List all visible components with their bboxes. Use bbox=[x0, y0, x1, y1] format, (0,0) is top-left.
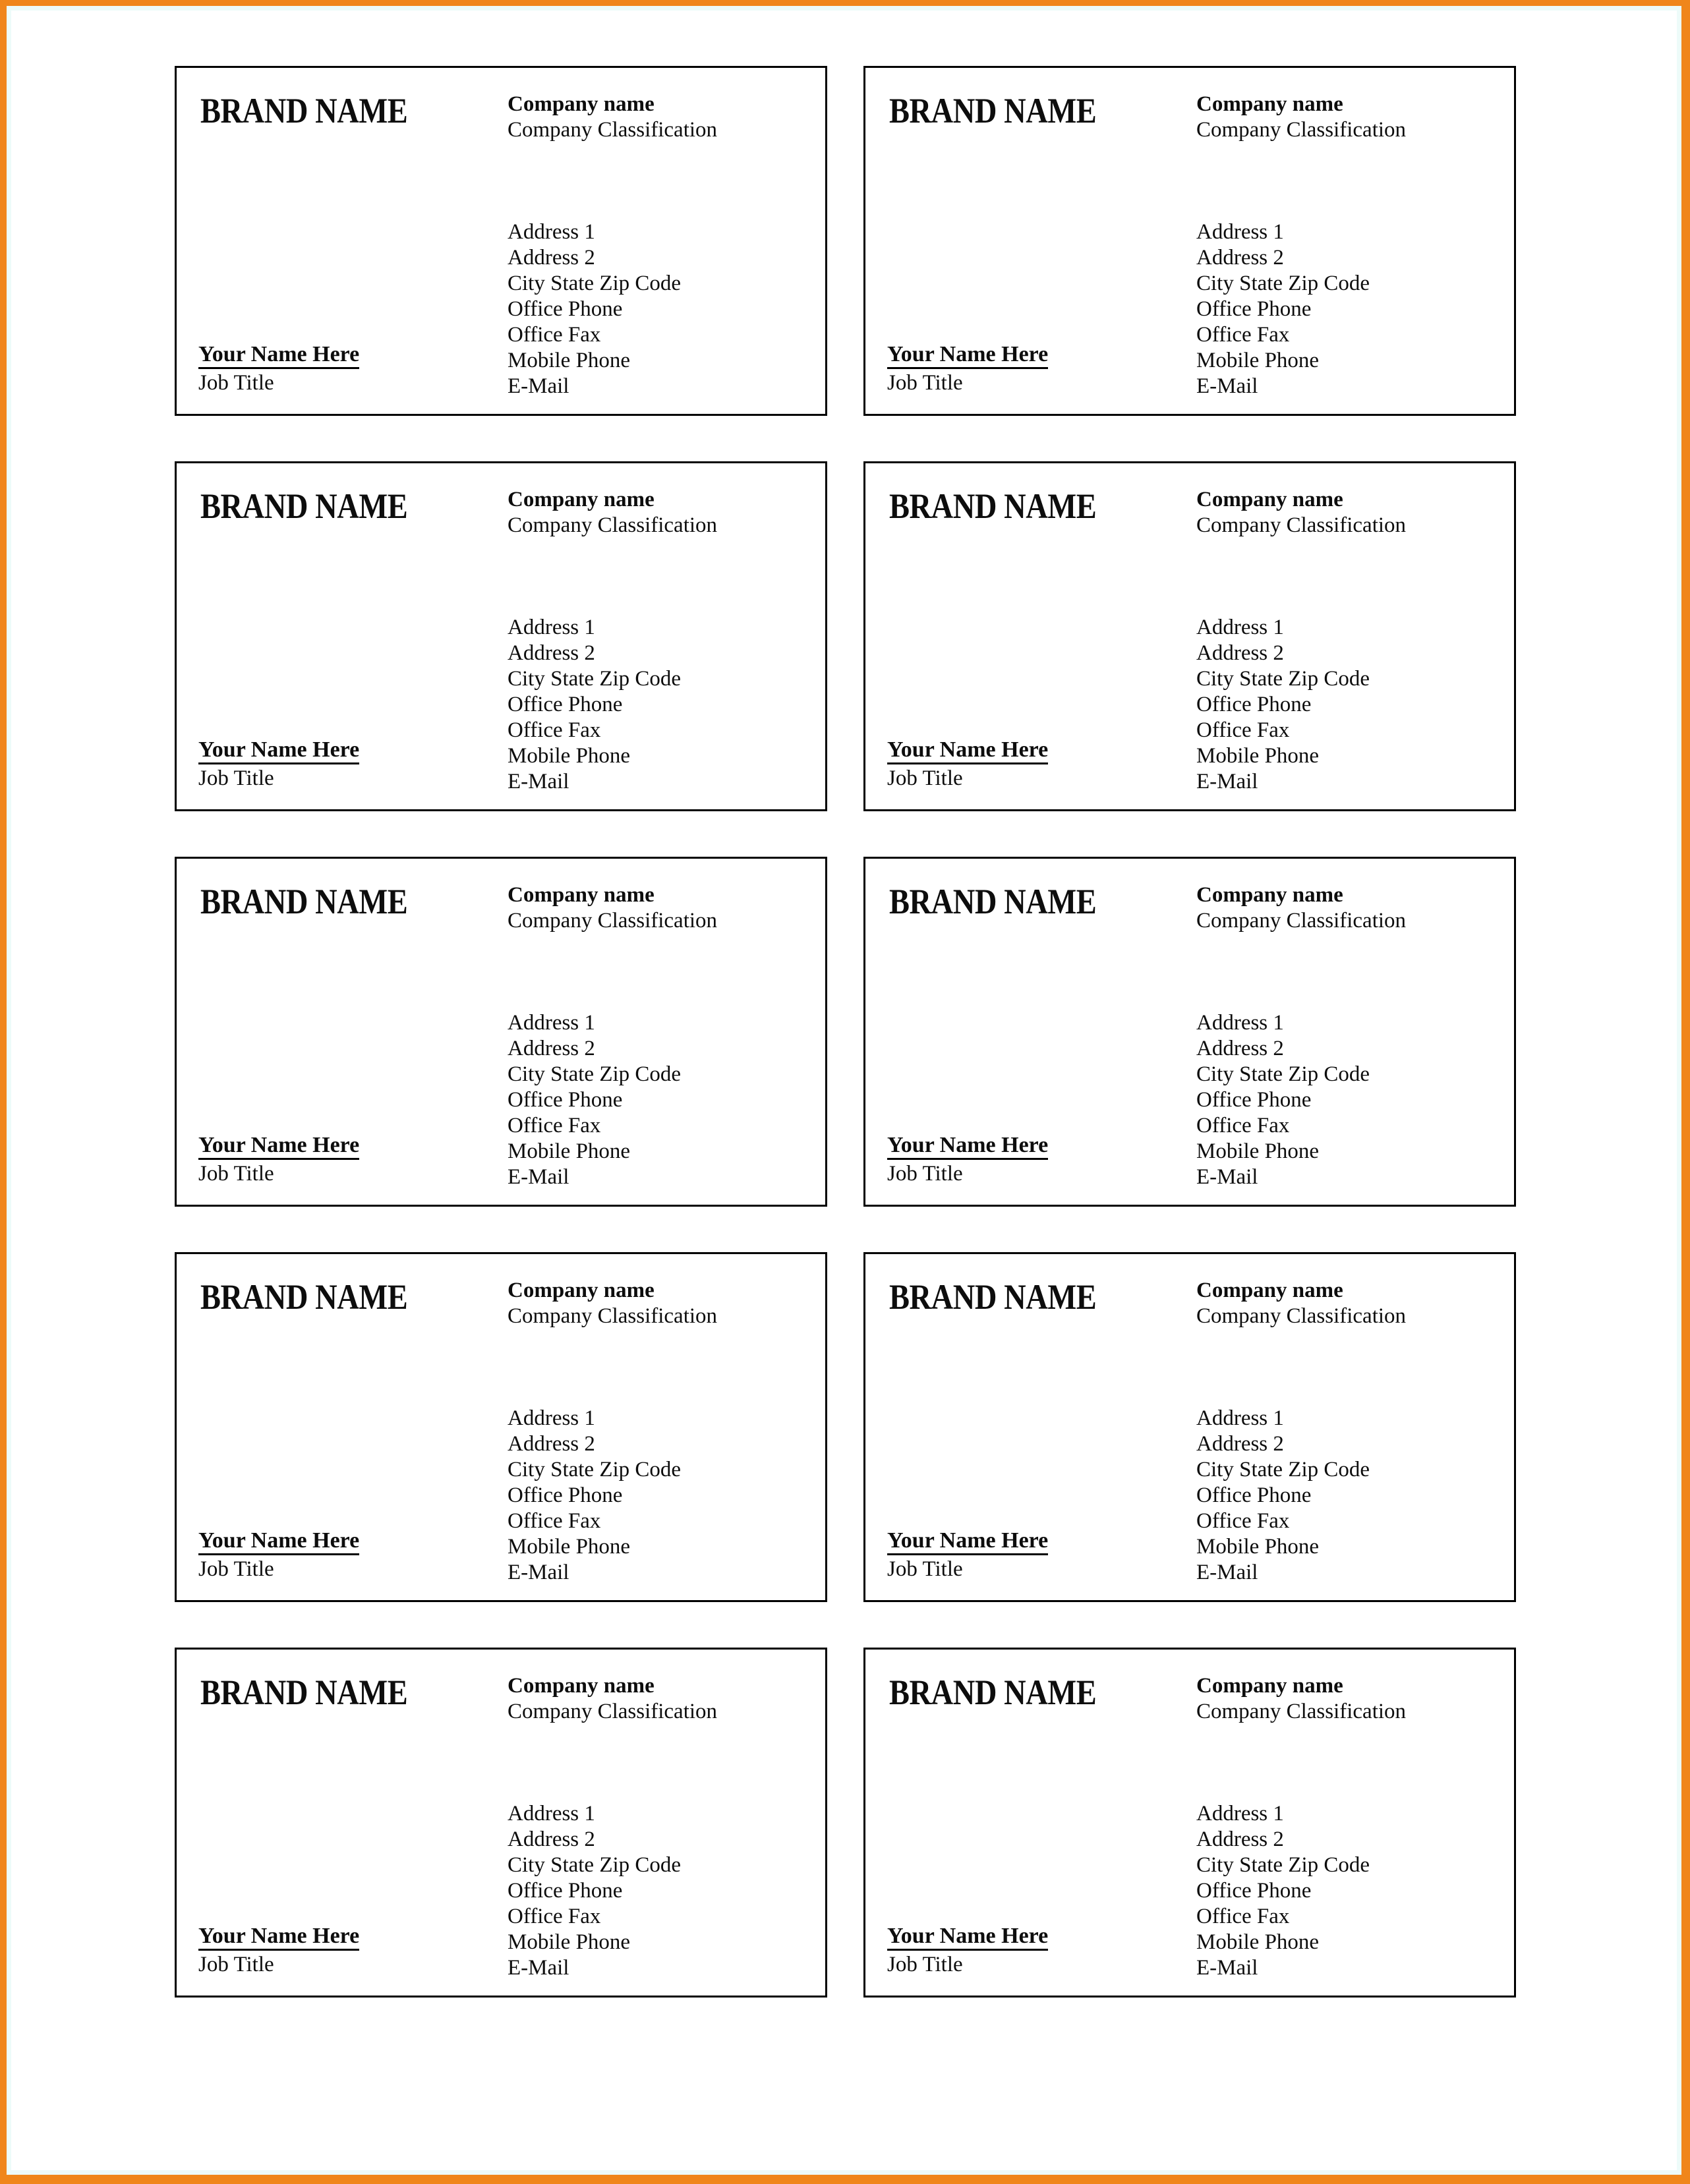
company-block bbox=[508, 1278, 717, 1329]
person-name-row bbox=[887, 1132, 1048, 1160]
person-block bbox=[887, 1527, 1048, 1583]
mobile-phone: Mobile Phone bbox=[508, 1930, 631, 1954]
person-name: Your Name Here bbox=[887, 1923, 1048, 1951]
address-block bbox=[1196, 219, 1370, 399]
person-name-row bbox=[198, 1922, 359, 1951]
office-phone: Office Phone bbox=[508, 1483, 623, 1507]
person-block bbox=[198, 1132, 359, 1188]
company-name: Company name bbox=[1196, 1279, 1343, 1302]
job-title: Job Title bbox=[887, 1557, 963, 1582]
person-name: Your Name Here bbox=[198, 1923, 359, 1951]
office-phone: Office Phone bbox=[1196, 1483, 1312, 1507]
brand-name: BRAND NAME bbox=[889, 486, 1097, 526]
business-card bbox=[863, 1252, 1516, 1602]
person-block bbox=[198, 1527, 359, 1583]
person-name-row bbox=[198, 341, 359, 369]
city-state-zip: City State Zip Code bbox=[1196, 1853, 1370, 1877]
address-line-1: Address 1 bbox=[1196, 220, 1284, 244]
address-line-2: Address 2 bbox=[1196, 1432, 1284, 1456]
person-name: Your Name Here bbox=[198, 1528, 359, 1555]
office-phone: Office Phone bbox=[1196, 297, 1312, 321]
address-line-1: Address 1 bbox=[1196, 616, 1284, 639]
company-block bbox=[1196, 92, 1406, 143]
address-line-1: Address 1 bbox=[508, 616, 595, 639]
company-name: Company name bbox=[1196, 488, 1343, 511]
person-name: Your Name Here bbox=[887, 737, 1048, 764]
brand-name: BRAND NAME bbox=[200, 1277, 408, 1317]
company-block bbox=[1196, 882, 1406, 934]
company-classification: Company Classification bbox=[508, 1304, 718, 1328]
person-name: Your Name Here bbox=[198, 737, 359, 764]
address-line-2: Address 2 bbox=[1196, 246, 1284, 270]
address-block bbox=[1196, 1010, 1370, 1190]
person-name-row bbox=[198, 1527, 359, 1555]
company-block bbox=[508, 487, 717, 538]
person-name: Your Name Here bbox=[198, 1132, 359, 1160]
e-mail: E-Mail bbox=[508, 1956, 569, 1980]
job-title: Job Title bbox=[198, 371, 274, 395]
address-block bbox=[508, 615, 681, 795]
e-mail: E-Mail bbox=[1196, 374, 1258, 398]
business-card bbox=[175, 461, 827, 811]
company-classification: Company Classification bbox=[1196, 1304, 1407, 1328]
person-name-row bbox=[887, 1922, 1048, 1951]
city-state-zip: City State Zip Code bbox=[508, 1062, 682, 1086]
mobile-phone: Mobile Phone bbox=[508, 1139, 631, 1163]
address-line-2: Address 2 bbox=[508, 1037, 595, 1060]
company-name: Company name bbox=[1196, 883, 1343, 907]
business-card bbox=[175, 857, 827, 1207]
office-phone: Office Phone bbox=[508, 1879, 623, 1903]
address-block bbox=[508, 1406, 681, 1586]
mobile-phone: Mobile Phone bbox=[1196, 1139, 1320, 1163]
mobile-phone: Mobile Phone bbox=[1196, 349, 1320, 372]
office-fax: Office Fax bbox=[1196, 323, 1290, 347]
business-card bbox=[863, 66, 1516, 416]
job-title: Job Title bbox=[198, 1557, 274, 1582]
address-line-1: Address 1 bbox=[1196, 1802, 1284, 1825]
brand-name: BRAND NAME bbox=[200, 1673, 408, 1712]
brand-name: BRAND NAME bbox=[889, 1673, 1097, 1712]
person-name-row bbox=[198, 736, 359, 764]
person-name: Your Name Here bbox=[198, 341, 359, 369]
mobile-phone: Mobile Phone bbox=[1196, 1535, 1320, 1559]
address-line-2: Address 2 bbox=[508, 246, 595, 270]
person-name-row bbox=[887, 341, 1048, 369]
business-card bbox=[175, 1252, 827, 1602]
brand-name: BRAND NAME bbox=[889, 91, 1097, 130]
job-title: Job Title bbox=[887, 766, 963, 791]
person-block bbox=[887, 736, 1048, 792]
address-line-1: Address 1 bbox=[508, 1802, 595, 1825]
company-block bbox=[508, 882, 717, 934]
company-block bbox=[508, 1673, 717, 1725]
city-state-zip: City State Zip Code bbox=[1196, 1062, 1370, 1086]
brand-name: BRAND NAME bbox=[200, 882, 408, 921]
company-name: Company name bbox=[508, 488, 655, 511]
company-name: Company name bbox=[508, 1674, 655, 1698]
office-fax: Office Fax bbox=[508, 323, 601, 347]
mobile-phone: Mobile Phone bbox=[1196, 744, 1320, 768]
job-title: Job Title bbox=[887, 1162, 963, 1186]
e-mail: E-Mail bbox=[1196, 1956, 1258, 1980]
person-block bbox=[198, 1922, 359, 1978]
company-classification: Company Classification bbox=[1196, 909, 1407, 933]
city-state-zip: City State Zip Code bbox=[508, 667, 682, 691]
office-fax: Office Fax bbox=[1196, 1509, 1290, 1533]
job-title: Job Title bbox=[198, 1162, 274, 1186]
address-line-1: Address 1 bbox=[1196, 1406, 1284, 1430]
business-card-sheet bbox=[175, 66, 1516, 1997]
company-name: Company name bbox=[1196, 1674, 1343, 1698]
job-title: Job Title bbox=[887, 1953, 963, 1977]
city-state-zip: City State Zip Code bbox=[1196, 272, 1370, 295]
address-block bbox=[508, 1010, 681, 1190]
office-fax: Office Fax bbox=[1196, 1905, 1290, 1928]
address-line-2: Address 2 bbox=[508, 1432, 595, 1456]
address-block bbox=[1196, 615, 1370, 795]
office-fax: Office Fax bbox=[508, 1905, 601, 1928]
address-line-2: Address 2 bbox=[508, 641, 595, 665]
address-line-2: Address 2 bbox=[1196, 641, 1284, 665]
office-phone: Office Phone bbox=[1196, 693, 1312, 716]
brand-name: BRAND NAME bbox=[200, 486, 408, 526]
person-name: Your Name Here bbox=[887, 341, 1048, 369]
e-mail: E-Mail bbox=[1196, 770, 1258, 793]
city-state-zip: City State Zip Code bbox=[508, 1458, 682, 1481]
company-block bbox=[1196, 1278, 1406, 1329]
city-state-zip: City State Zip Code bbox=[508, 272, 682, 295]
office-phone: Office Phone bbox=[1196, 1088, 1312, 1112]
company-classification: Company Classification bbox=[508, 513, 718, 537]
person-name-row bbox=[887, 736, 1048, 764]
address-line-1: Address 1 bbox=[508, 1011, 595, 1035]
office-fax: Office Fax bbox=[508, 1509, 601, 1533]
business-card bbox=[175, 66, 827, 416]
company-classification: Company Classification bbox=[508, 909, 718, 933]
company-name: Company name bbox=[508, 92, 655, 116]
address-line-2: Address 2 bbox=[1196, 1827, 1284, 1851]
mobile-phone: Mobile Phone bbox=[1196, 1930, 1320, 1954]
city-state-zip: City State Zip Code bbox=[508, 1853, 682, 1877]
person-block bbox=[887, 1132, 1048, 1188]
e-mail: E-Mail bbox=[1196, 1561, 1258, 1584]
office-fax: Office Fax bbox=[1196, 718, 1290, 742]
person-block bbox=[887, 1922, 1048, 1978]
company-name: Company name bbox=[1196, 92, 1343, 116]
e-mail: E-Mail bbox=[508, 1165, 569, 1189]
job-title: Job Title bbox=[198, 1953, 274, 1977]
address-line-1: Address 1 bbox=[508, 220, 595, 244]
business-card bbox=[863, 461, 1516, 811]
person-block bbox=[887, 341, 1048, 397]
address-block bbox=[1196, 1406, 1370, 1586]
e-mail: E-Mail bbox=[508, 770, 569, 793]
job-title: Job Title bbox=[198, 766, 274, 791]
company-classification: Company Classification bbox=[1196, 118, 1407, 142]
business-card bbox=[175, 1648, 827, 1997]
address-block bbox=[1196, 1801, 1370, 1981]
company-classification: Company Classification bbox=[1196, 513, 1407, 537]
address-line-1: Address 1 bbox=[508, 1406, 595, 1430]
person-name: Your Name Here bbox=[887, 1528, 1048, 1555]
mobile-phone: Mobile Phone bbox=[508, 1535, 631, 1559]
company-classification: Company Classification bbox=[508, 1700, 718, 1723]
company-name: Company name bbox=[508, 883, 655, 907]
e-mail: E-Mail bbox=[1196, 1165, 1258, 1189]
job-title: Job Title bbox=[887, 371, 963, 395]
city-state-zip: City State Zip Code bbox=[1196, 667, 1370, 691]
office-phone: Office Phone bbox=[1196, 1879, 1312, 1903]
company-classification: Company Classification bbox=[1196, 1700, 1407, 1723]
person-name: Your Name Here bbox=[887, 1132, 1048, 1160]
company-block bbox=[1196, 1673, 1406, 1725]
company-classification: Company Classification bbox=[508, 118, 718, 142]
address-block bbox=[508, 1801, 681, 1981]
e-mail: E-Mail bbox=[508, 374, 569, 398]
brand-name: BRAND NAME bbox=[889, 1277, 1097, 1317]
brand-name: BRAND NAME bbox=[200, 91, 408, 130]
office-fax: Office Fax bbox=[508, 718, 601, 742]
address-block bbox=[508, 219, 681, 399]
person-name-row bbox=[887, 1527, 1048, 1555]
business-card bbox=[863, 1648, 1516, 1997]
business-card bbox=[863, 857, 1516, 1207]
person-block bbox=[198, 736, 359, 792]
company-block bbox=[1196, 487, 1406, 538]
company-name: Company name bbox=[508, 1279, 655, 1302]
e-mail: E-Mail bbox=[508, 1561, 569, 1584]
office-phone: Office Phone bbox=[508, 297, 623, 321]
office-fax: Office Fax bbox=[1196, 1114, 1290, 1137]
address-line-1: Address 1 bbox=[1196, 1011, 1284, 1035]
city-state-zip: City State Zip Code bbox=[1196, 1458, 1370, 1481]
company-block bbox=[508, 92, 717, 143]
person-block bbox=[198, 341, 359, 397]
office-phone: Office Phone bbox=[508, 693, 623, 716]
address-line-2: Address 2 bbox=[508, 1827, 595, 1851]
office-phone: Office Phone bbox=[508, 1088, 623, 1112]
mobile-phone: Mobile Phone bbox=[508, 349, 631, 372]
person-name-row bbox=[198, 1132, 359, 1160]
brand-name: BRAND NAME bbox=[889, 882, 1097, 921]
mobile-phone: Mobile Phone bbox=[508, 744, 631, 768]
office-fax: Office Fax bbox=[508, 1114, 601, 1137]
address-line-2: Address 2 bbox=[1196, 1037, 1284, 1060]
